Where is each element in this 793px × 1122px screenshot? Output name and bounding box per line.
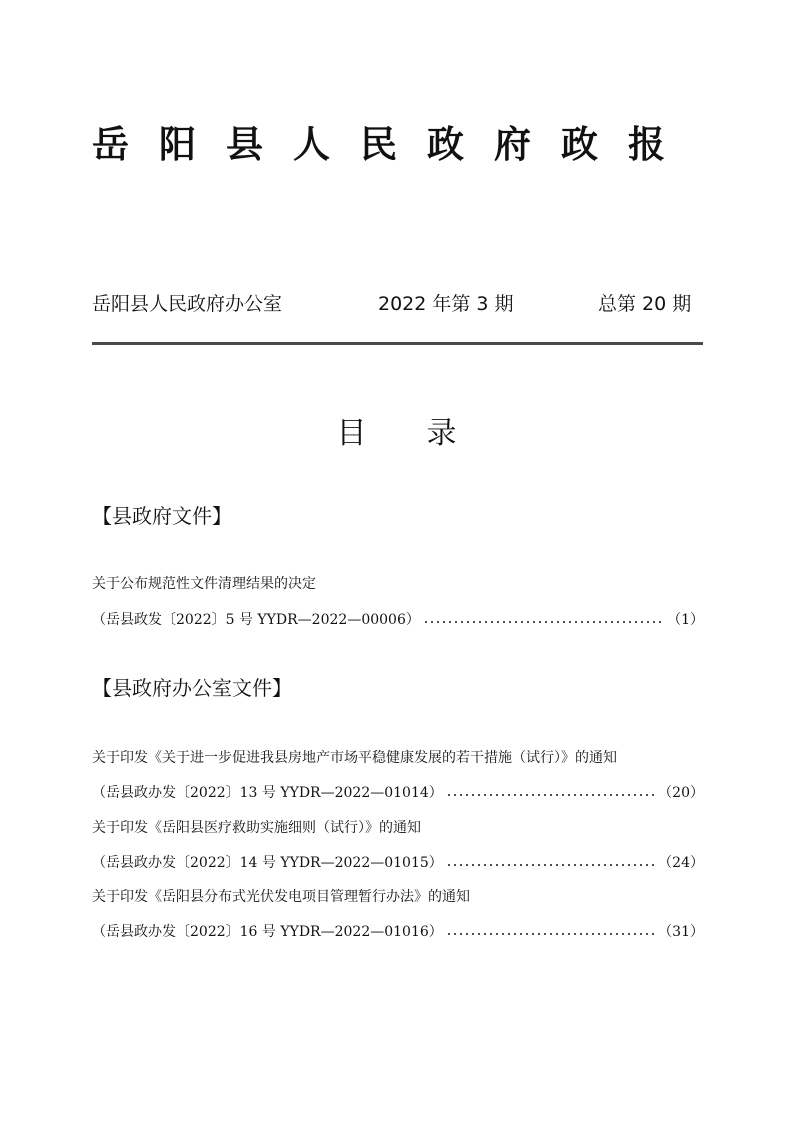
toc-entry-reference-row[interactable] — [92, 921, 704, 943]
toc-entry-reference-row[interactable] — [92, 782, 704, 804]
issuing-office: 岳阳县人民政府办公室 — [92, 293, 283, 315]
section-heading-county-government: 【县政府文件】 — [92, 504, 232, 528]
masthead-title: 岳阳县人民政府政报 — [92, 122, 695, 166]
toc-entry-page: （24） — [658, 855, 704, 871]
toc-entry-reference: （岳县政办发〔2022〕14 号 YYDR—2022—01015） — [92, 855, 443, 871]
toc-entry-reference-row[interactable] — [92, 852, 704, 874]
dot-leader — [446, 794, 655, 796]
toc-entry-title[interactable]: 关于印发《岳阳县医疗救助实施细则（试行）》的通知 — [92, 820, 421, 836]
toc-entry-reference-row[interactable] — [92, 609, 704, 631]
toc-entry-title[interactable]: 关于公布规范性文件清理结果的决定 — [92, 576, 316, 592]
toc-entry-page: （31） — [658, 924, 704, 940]
section-heading-county-government-office: 【县政府办公室文件】 — [92, 676, 292, 700]
toc-entry-reference: （岳县政办发〔2022〕13 号 YYDR—2022—01014） — [92, 785, 443, 801]
toc-entry-reference: （岳县政发〔2022〕5 号 YYDR—2022—00006） — [92, 612, 420, 628]
header-divider — [92, 342, 703, 345]
toc-entry-page: （1） — [667, 612, 704, 628]
toc-entry-page: （20） — [658, 785, 704, 801]
issue-info-row — [92, 288, 704, 320]
toc-entry-title[interactable]: 关于印发《关于进一步促进我县房地产市场平稳健康发展的若干措施（试行）》的通知 — [92, 750, 617, 766]
issue-total-number: 总第 20 期 — [598, 293, 692, 315]
issue-number: 2022 年第 3 期 — [378, 293, 514, 315]
dot-leader — [423, 621, 664, 623]
toc-entry-reference: （岳县政办发〔2022〕16 号 YYDR—2022—01016） — [92, 924, 443, 940]
toc-entry-title[interactable]: 关于印发《岳阳县分布式光伏发电项目管理暂行办法》的通知 — [92, 889, 470, 905]
dot-leader — [446, 864, 655, 866]
dot-leader — [446, 933, 655, 935]
toc-title: 目录 — [336, 416, 517, 451]
